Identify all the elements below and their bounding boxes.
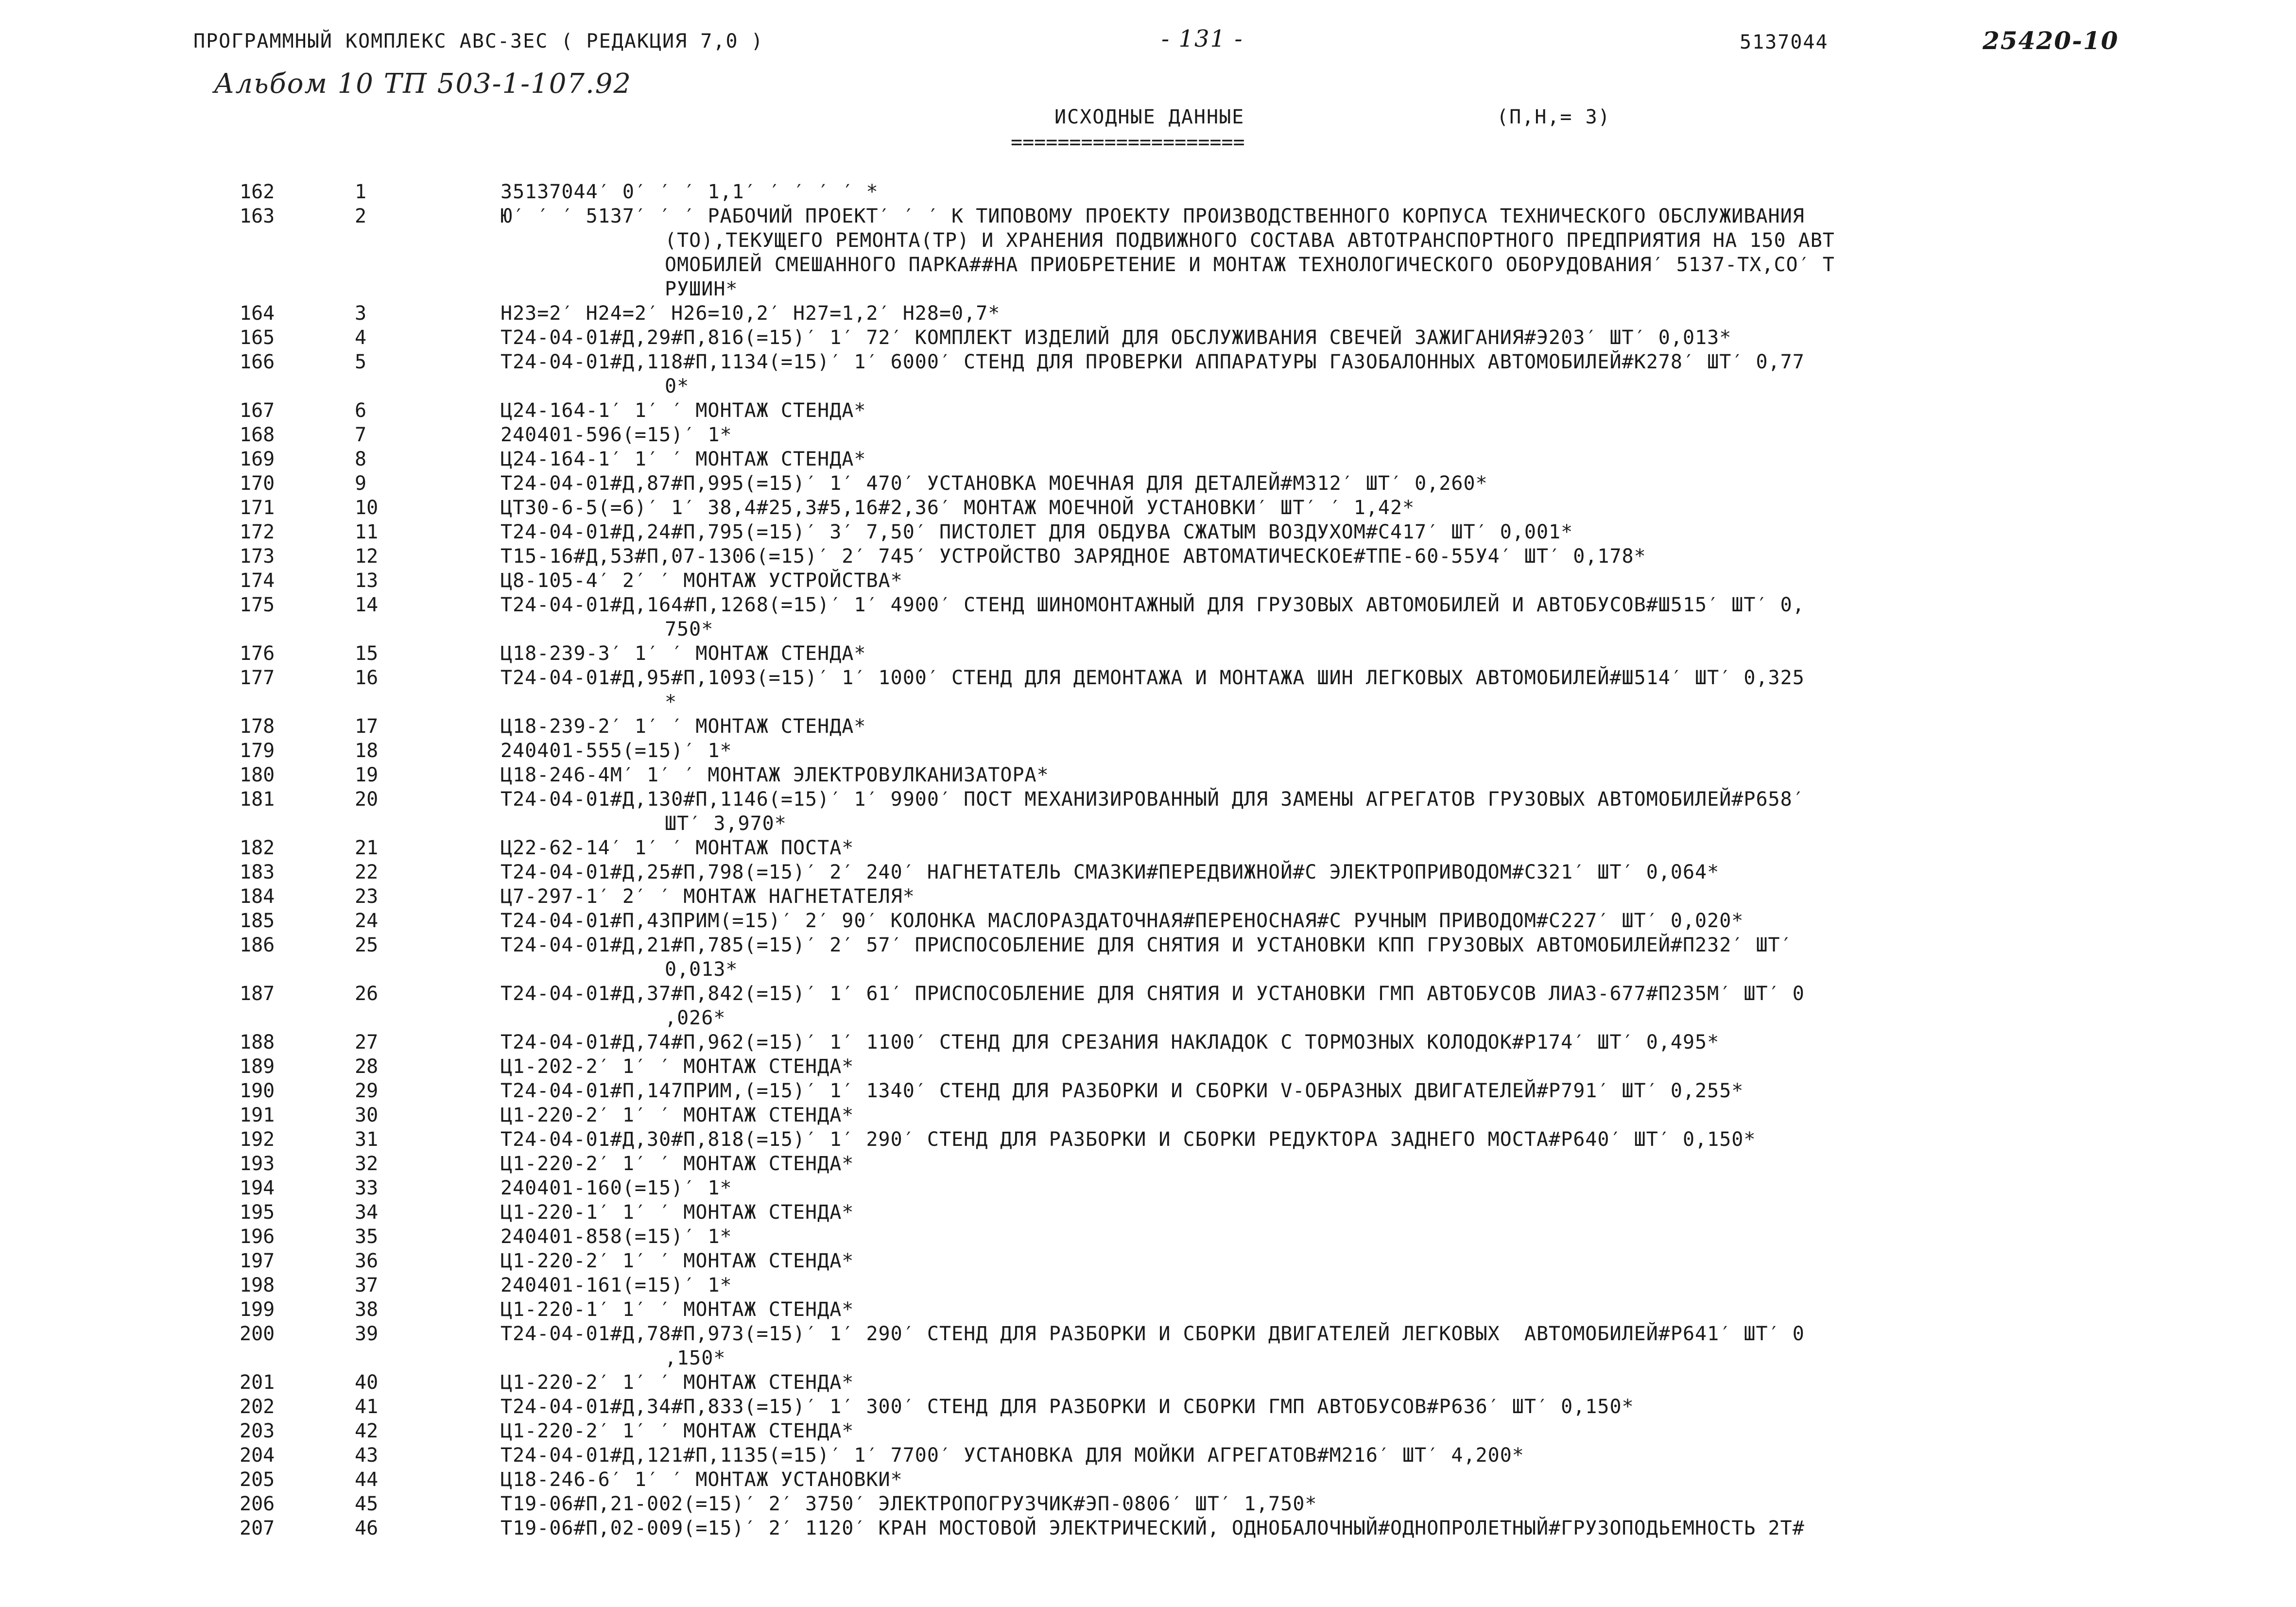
line-number: 192	[240, 1128, 275, 1151]
record-number: 33	[355, 1177, 379, 1199]
record-number: 25	[355, 934, 379, 956]
line-number: 191	[240, 1104, 275, 1126]
record-text: Т24-04-01#П,147ПРИМ,(=15)′ 1′ 1340′ СТЕНД ДЛЯ РАЗБОРКИ И СБОРКИ V-ОБРАЗНЫХ ДВИГАТЕЛЕЙ#Р791′ ШТ′ 0,255*	[501, 1080, 1744, 1102]
line-number: 169	[240, 448, 275, 470]
list-item	[0, 180, 2296, 204]
list-item	[0, 544, 2296, 569]
record-text: Т24-04-01#Д,130#П,1146(=15)′ 1′ 9900′ ПОСТ МЕХАНИЗИРОВАННЫЙ ДЛЯ ЗАМЕНЫ АГРЕГАТОВ ГРУЗОВЫХ АВТОМОБИЛЕЙ#Р658′	[501, 788, 1805, 811]
record-text: Т24-04-01#Д,34#П,833(=15)′ 1′ 300′ СТЕНД ДЛЯ РАЗБОРКИ И СБОРКИ ГМП АВТОБУСОВ#Р636′ ШТ′ 0,150*	[501, 1396, 1634, 1418]
record-number: 2	[355, 205, 367, 227]
list-item	[0, 1468, 2296, 1492]
record-number: 14	[355, 594, 379, 616]
line-number: 198	[240, 1274, 275, 1296]
line-number: 179	[240, 740, 275, 762]
record-text-continuation: *	[665, 691, 677, 713]
list-item	[0, 447, 2296, 471]
record-text: Ц1-220-2′ 1′ ′ МОНТАЖ СТЕНДА*	[501, 1250, 854, 1272]
record-number: 38	[355, 1298, 379, 1321]
record-text: 240401-160(=15)′ 1*	[501, 1177, 732, 1199]
line-number: 187	[240, 983, 275, 1005]
record-number: 19	[355, 764, 379, 786]
record-text: Т24-04-01#П,43ПРИМ(=15)′ 2′ 90′ КОЛОНКА МАСЛОРАЗДАТОЧНАЯ#ПЕРЕНОСНАЯ#С РУЧНЫМ ПРИВОДОМ#С227′ ШТ′ 0,020*	[501, 910, 1744, 932]
list-item	[0, 1225, 2296, 1249]
list-item	[0, 1322, 2296, 1370]
record-text: 240401-596(=15)′ 1*	[501, 424, 732, 446]
list-item	[0, 204, 2296, 301]
line-number: 170	[240, 472, 275, 495]
line-number: 173	[240, 545, 275, 568]
record-text: Т24-04-01#Д,21#П,785(=15)′ 2′ 57′ ПРИСПОСОБЛЕНИЕ ДЛЯ СНЯТИЯ И УСТАНОВКИ КПП ГРУЗОВЫХ АВТОМОБИЛЕЙ#П232′ ШТ′	[501, 934, 1793, 956]
record-text-continuation: 0,013*	[665, 958, 738, 981]
list-item	[0, 1176, 2296, 1200]
record-text: Т24-04-01#Д,24#П,795(=15)′ 3′ 7,50′ ПИСТОЛЕТ ДЛЯ ОБДУВА СЖАТЫМ ВОЗДУХОМ#С417′ ШТ′ 0,001*	[501, 521, 1573, 543]
record-number: 41	[355, 1396, 379, 1418]
record-text: Ц8-105-4′ 2′ ′ МОНТАЖ УСТРОЙСТВА*	[501, 570, 903, 592]
record-number: 29	[355, 1080, 379, 1102]
record-text: Т24-04-01#Д,164#П,1268(=15)′ 1′ 4900′ СТЕНД ШИНОМОНТАЖНЫЙ ДЛЯ ГРУЗОВЫХ АВТОМОБИЛЕЙ И АВТОБУСОВ#Ш515′ ШТ′ 0,	[501, 594, 1805, 616]
line-number: 184	[240, 885, 275, 908]
record-number: 16	[355, 667, 379, 689]
list-item	[0, 739, 2296, 763]
list-item	[0, 641, 2296, 666]
list-item	[0, 1492, 2296, 1516]
record-text-continuation: ОМОБИЛЕЙ СМЕШАННОГО ПАРКА##НА ПРИОБРЕТЕНИЕ И МОНТАЖ ТЕХНОЛОГИЧЕСКОГО ОБОРУДОВАНИЯ′ 5137-ТХ,СО′ Т	[665, 254, 1835, 276]
line-number: 186	[240, 934, 275, 956]
record-number: 44	[355, 1469, 379, 1491]
record-text: Т24-04-01#Д,87#П,995(=15)′ 1′ 470′ УСТАНОВКА МОЕЧНАЯ ДЛЯ ДЕТАЛЕЙ#М312′ ШТ′ 0,260*	[501, 472, 1488, 495]
line-number: 183	[240, 861, 275, 883]
record-number: 40	[355, 1371, 379, 1394]
record-text: Ц24-164-1′ 1′ ′ МОНТАЖ СТЕНДА*	[501, 399, 866, 422]
line-number: 205	[240, 1469, 275, 1491]
record-text: Т15-16#Д,53#П,07-1306(=15)′ 2′ 745′ УСТРОЙСТВО ЗАРЯДНОЕ АВТОМАТИЧЕСКОЕ#ТПЕ-60-55У4′ ШТ′ 0,178*	[501, 545, 1646, 568]
record-text: Ц18-239-3′ 1′ ′ МОНТАЖ СТЕНДА*	[501, 642, 866, 665]
document-number: 5137044	[1740, 31, 1829, 53]
record-text: ЦТ30-6-5(=6)′ 1′ 38,4#25,3#5,16#2,36′ МОНТАЖ МОЕЧНОЙ УСТАНОВКИ′ ШТ′ ′ 1,42*	[501, 497, 1415, 519]
record-number: 12	[355, 545, 379, 568]
list-item	[0, 1103, 2296, 1127]
record-number: 31	[355, 1128, 379, 1151]
list-item	[0, 1054, 2296, 1079]
data-listing	[0, 180, 2296, 1540]
record-text: Т24-04-01#Д,29#П,816(=15)′ 1′ 72′ КОМПЛЕКТ ИЗДЕЛИЙ ДЛЯ ОБСЛУЖИВАНИЯ СВЕЧЕЙ ЗАЖИГАНИЯ#Э203′ ШТ′ 0,013*	[501, 327, 1732, 349]
list-item	[0, 496, 2296, 520]
record-text-continuation: (ТО),ТЕКУЩЕГО РЕМОНТА(ТР) И ХРАНЕНИЯ ПОДВИЖНОГО СОСТАВА АВТОТРАНСПОРТНОГО ПРЕДПРИЯТИЯ НА 150 АВТ	[665, 229, 1835, 252]
line-number: 201	[240, 1371, 275, 1394]
line-number: 203	[240, 1420, 275, 1442]
record-number: 37	[355, 1274, 379, 1296]
line-number: 162	[240, 181, 275, 203]
list-item	[0, 326, 2296, 350]
record-number: 45	[355, 1493, 379, 1515]
record-number: 21	[355, 837, 379, 859]
record-text: Ц22-62-14′ 1′ ′ МОНТАЖ ПОСТА*	[501, 837, 854, 859]
record-number: 27	[355, 1031, 379, 1054]
list-item	[0, 1079, 2296, 1103]
record-text: Ц24-164-1′ 1′ ′ МОНТАЖ СТЕНДА*	[501, 448, 866, 470]
record-number: 9	[355, 472, 367, 495]
line-number: 174	[240, 570, 275, 592]
title-underline: ====================	[1011, 131, 1245, 154]
record-text: Ц18-239-2′ 1′ ′ МОНТАЖ СТЕНДА*	[501, 715, 866, 738]
list-item	[0, 884, 2296, 909]
line-number: 207	[240, 1517, 275, 1539]
list-item	[0, 1516, 2296, 1540]
record-text: Т24-04-01#Д,118#П,1134(=15)′ 1′ 6000′ СТЕНД ДЛЯ ПРОВЕРКИ АППАРАТУРЫ ГАЗОБАЛОННЫХ АВТОМОБИЛЕЙ#К278′ ШТ′ 0,77	[501, 351, 1805, 373]
record-text: Ц18-246-4М′ 1′ ′ МОНТАЖ ЭЛЕКТРОВУЛКАНИЗАТОРА*	[501, 764, 1049, 786]
line-number: 200	[240, 1323, 275, 1345]
record-text: 240401-161(=15)′ 1*	[501, 1274, 732, 1296]
record-number: 28	[355, 1055, 379, 1078]
record-text: Т24-04-01#Д,121#П,1135(=15)′ 1′ 7700′ УСТАНОВКА ДЛЯ МОЙКИ АГРЕГАТОВ#М216′ ШТ′ 4,200*	[501, 1444, 1524, 1467]
record-text: Ц7-297-1′ 2′ ′ МОНТАЖ НАГНЕТАТЕЛЯ*	[501, 885, 915, 908]
line-number: 177	[240, 667, 275, 689]
record-number: 1	[355, 181, 367, 203]
page-number: - 131 -	[1161, 25, 1243, 52]
record-number: 42	[355, 1420, 379, 1442]
record-text: Ц1-220-2′ 1′ ′ МОНТАЖ СТЕНДА*	[501, 1420, 854, 1442]
list-item	[0, 933, 2296, 982]
line-number: 194	[240, 1177, 275, 1199]
record-text-continuation: 750*	[665, 618, 714, 640]
line-number: 172	[240, 521, 275, 543]
record-number: 15	[355, 642, 379, 665]
record-text: Т19-06#П,21-002(=15)′ 2′ 3750′ ЭЛЕКТРОПОГРУЗЧИК#ЭП-0806′ ШТ′ 1,750*	[501, 1493, 1317, 1515]
record-text: Т24-04-01#Д,37#П,842(=15)′ 1′ 61′ ПРИСПОСОБЛЕНИЕ ДЛЯ СНЯТИЯ И УСТАНОВКИ ГМП АВТОБУСОВ ЛИАЗ-677#П235М′ ШТ′ 0	[501, 983, 1805, 1005]
list-item	[0, 1127, 2296, 1152]
list-item	[0, 787, 2296, 836]
record-number: 17	[355, 715, 379, 738]
line-number: 193	[240, 1153, 275, 1175]
record-number: 34	[355, 1201, 379, 1224]
record-text: Ц1-202-2′ 1′ ′ МОНТАЖ СТЕНДА*	[501, 1055, 854, 1078]
record-number: 5	[355, 351, 367, 373]
line-number: 188	[240, 1031, 275, 1054]
list-item	[0, 423, 2296, 447]
line-number: 167	[240, 399, 275, 422]
list-item	[0, 1443, 2296, 1468]
line-number: 181	[240, 788, 275, 811]
line-number: 175	[240, 594, 275, 616]
record-text: Ц1-220-2′ 1′ ′ МОНТАЖ СТЕНДА*	[501, 1104, 854, 1126]
record-text: Т19-06#П,02-009(=15)′ 2′ 1120′ КРАН МОСТОВОЙ ЭЛЕКТРИЧЕСКИЙ, ОДНОБАЛОЧНЫЙ#ОДНОПРОЛЕТНЫЙ#ГРУЗОПОДЬЕМНОСТЬ 2Т#	[501, 1517, 1805, 1539]
line-number: 195	[240, 1201, 275, 1224]
record-text-continuation: ,026*	[665, 1007, 726, 1029]
record-text: Ц18-246-6′ 1′ ′ МОНТАЖ УСТАНОВКИ*	[501, 1469, 903, 1491]
record-number: 24	[355, 910, 379, 932]
record-text: Т24-04-01#Д,95#П,1093(=15)′ 1′ 1000′ СТЕНД ДЛЯ ДЕМОНТАЖА И МОНТАЖА ШИН ЛЕГКОВЫХ АВТОМОБИЛЕЙ#Ш514′ ШТ′ 0,325	[501, 667, 1805, 689]
record-number: 43	[355, 1444, 379, 1467]
record-number: 36	[355, 1250, 379, 1272]
line-number: 171	[240, 497, 275, 519]
sheet-code: 25420-10	[1983, 26, 2119, 55]
record-number: 22	[355, 861, 379, 883]
record-text-continuation: ШТ′ 3,970*	[665, 812, 787, 835]
list-item	[0, 471, 2296, 496]
album-handwritten-note: Альбом 10 ТП 503-1-107.92	[214, 68, 632, 100]
record-text: 35137044′ 0′ ′ ′ 1,1′ ′ ′ ′ ′ *	[501, 181, 879, 203]
list-item	[0, 1200, 2296, 1225]
list-item	[0, 1297, 2296, 1322]
record-number: 4	[355, 327, 367, 349]
record-number: 7	[355, 424, 367, 446]
record-text-continuation: 0*	[665, 375, 690, 397]
record-text: 240401-858(=15)′ 1*	[501, 1226, 732, 1248]
record-number: 32	[355, 1153, 379, 1175]
record-text: Т24-04-01#Д,78#П,973(=15)′ 1′ 290′ СТЕНД ДЛЯ РАЗБОРКИ И СБОРКИ ДВИГАТЕЛЕЙ ЛЕГКОВЫХ АВТОМОБИЛЕЙ#Р641′ ШТ′ 0	[501, 1323, 1805, 1345]
record-text: Т24-04-01#Д,74#П,962(=15)′ 1′ 1100′ СТЕНД ДЛЯ СРЕЗАНИЯ НАКЛАДОК С ТОРМОЗНЫХ КОЛОДОК#Р174′ ШТ′ 0,495*	[501, 1031, 1720, 1054]
line-number: 206	[240, 1493, 275, 1515]
record-text: Н23=2′ Н24=2′ Н26=10,2′ Н27=1,2′ Н28=0,7*	[501, 302, 1001, 325]
line-number: 165	[240, 327, 275, 349]
record-number: 13	[355, 570, 379, 592]
record-number: 3	[355, 302, 367, 325]
record-number: 35	[355, 1226, 379, 1248]
record-number: 26	[355, 983, 379, 1005]
list-item	[0, 1419, 2296, 1443]
list-item	[0, 569, 2296, 593]
list-item	[0, 909, 2296, 933]
list-item	[0, 301, 2296, 326]
list-item	[0, 350, 2296, 398]
record-number: 39	[355, 1323, 379, 1345]
list-item	[0, 593, 2296, 641]
list-item	[0, 1030, 2296, 1054]
list-item	[0, 836, 2296, 860]
line-number: 182	[240, 837, 275, 859]
record-number: 18	[355, 740, 379, 762]
line-number: 176	[240, 642, 275, 665]
page-title: ИСХОДНЫЕ ДАННЫЕ	[1054, 106, 1245, 128]
record-text: Ю′ ′ ′ 5137′ ′ ′ РАБОЧИЙ ПРОЕКТ′ ′ ′ К ТИПОВОМУ ПРОЕКТУ ПРОИЗВОДСТВЕННОГО КОРПУСА ТЕХНИЧЕСКОГО ОБСЛУЖИВАНИЯ	[501, 205, 1805, 227]
list-item	[0, 982, 2296, 1030]
record-number: 20	[355, 788, 379, 811]
list-item	[0, 1273, 2296, 1297]
list-item	[0, 714, 2296, 739]
record-number: 6	[355, 399, 367, 422]
line-number: 164	[240, 302, 275, 325]
record-text: Ц1-220-2′ 1′ ′ МОНТАЖ СТЕНДА*	[501, 1153, 854, 1175]
line-number: 168	[240, 424, 275, 446]
list-item	[0, 860, 2296, 884]
record-text-continuation: ,150*	[665, 1347, 726, 1369]
line-number: 199	[240, 1298, 275, 1321]
line-number: 178	[240, 715, 275, 738]
record-text: Ц1-220-1′ 1′ ′ МОНТАЖ СТЕНДА*	[501, 1201, 854, 1224]
list-item	[0, 398, 2296, 423]
record-number: 46	[355, 1517, 379, 1539]
record-number: 8	[355, 448, 367, 470]
params-label: (П,Н,= 3)	[1497, 106, 1611, 128]
list-item	[0, 763, 2296, 787]
record-text: Ц1-220-1′ 1′ ′ МОНТАЖ СТЕНДА*	[501, 1298, 854, 1321]
list-item	[0, 1249, 2296, 1273]
line-number: 189	[240, 1055, 275, 1078]
list-item	[0, 520, 2296, 544]
record-text: Т24-04-01#Д,30#П,818(=15)′ 1′ 290′ СТЕНД ДЛЯ РАЗБОРКИ И СБОРКИ РЕДУКТОРА ЗАДНЕГО МОСТА#Р640′ ШТ′ 0,150*	[501, 1128, 1756, 1151]
record-number: 30	[355, 1104, 379, 1126]
line-number: 190	[240, 1080, 275, 1102]
line-number: 163	[240, 205, 275, 227]
line-number: 196	[240, 1226, 275, 1248]
list-item	[0, 1395, 2296, 1419]
record-number: 11	[355, 521, 379, 543]
list-item	[0, 1370, 2296, 1395]
record-text: Ц1-220-2′ 1′ ′ МОНТАЖ СТЕНДА*	[501, 1371, 854, 1394]
record-text-continuation: РУШИН*	[665, 278, 738, 300]
record-number: 23	[355, 885, 379, 908]
line-number: 185	[240, 910, 275, 932]
line-number: 197	[240, 1250, 275, 1272]
record-text: 240401-555(=15)′ 1*	[501, 740, 732, 762]
line-number: 180	[240, 764, 275, 786]
line-number: 202	[240, 1396, 275, 1418]
list-item	[0, 666, 2296, 714]
program-header: ПРОГРАММНЫЙ КОМПЛЕКС АВС-3ЕС ( РЕДАКЦИЯ 7,0 )	[193, 30, 764, 52]
list-item	[0, 1152, 2296, 1176]
line-number: 204	[240, 1444, 275, 1467]
record-number: 10	[355, 497, 379, 519]
record-text: Т24-04-01#Д,25#П,798(=15)′ 2′ 240′ НАГНЕТАТЕЛЬ СМАЗКИ#ПЕРЕДВИЖНОЙ#С ЭЛЕКТРОПРИВОДОМ#С321′ ШТ′ 0,064*	[501, 861, 1720, 883]
line-number: 166	[240, 351, 275, 373]
